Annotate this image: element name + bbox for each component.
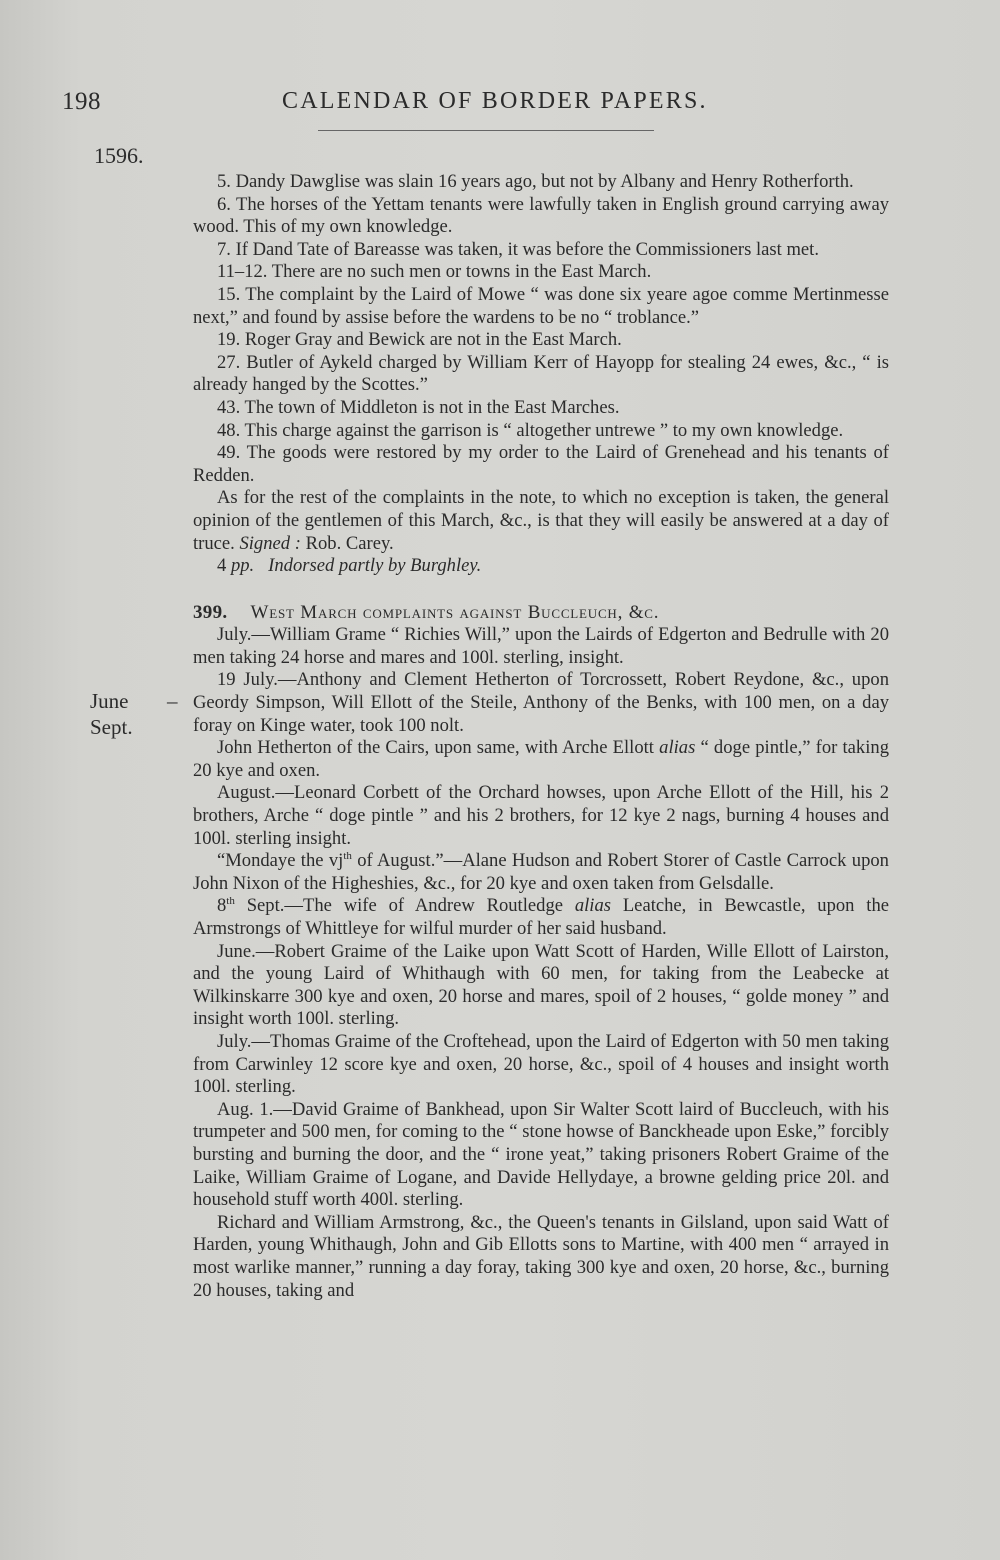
text-run: “Mondaye the vj bbox=[217, 850, 344, 872]
text-run: 8 bbox=[217, 895, 227, 917]
paragraph: 48. This charge against the garrison is “ altogether untrewe ” to my own knowledge. bbox=[217, 419, 844, 441]
margin-date-end: Sept. bbox=[90, 715, 133, 739]
closing-paragraph bbox=[193, 487, 889, 555]
margin-year: 1596. bbox=[94, 143, 144, 168]
text-run: “ doge pintle,” for taking 20 kye and oxen. bbox=[193, 737, 889, 781]
signatory: Rob. Carey. bbox=[305, 532, 394, 554]
closing-text: As for the rest of the complaints in the note, to which no exception is taken, the general opinion of the gentlemen of this March, &c., is that they will easily be answered at a day of truce. bbox=[193, 487, 889, 554]
margin-date-dash: – bbox=[167, 689, 178, 713]
endorsement: Indorsed partly by Burghley. bbox=[268, 555, 482, 577]
page-count: 4 bbox=[217, 555, 227, 577]
entry-heading bbox=[193, 602, 889, 625]
paragraph: 11–12. There are no such men or towns in the East March. bbox=[217, 261, 652, 283]
running-head bbox=[0, 88, 1000, 128]
paragraph: June.—Robert Graime of the Laike upon Watt Scott of Harden, Wille Ellott of Lairston, and the young Laird of Whithaugh with 60 men, for taking from the Leabecke at Wilkinskarre 300 kye and oxen, 20 horse and mares, spoil of 2 houses, “ golde money ” and insight worth 100l. sterling. bbox=[193, 940, 889, 1030]
paragraph: 19 July.—Anthony and Clement Hetherton of Torcrossett, Robert Reydone, &c., upon Geordy Simpson, Will Ellott of the Steile, Anthony of the Benks, with 100 men, on a day foray on Kinge water, took 100 nolt. bbox=[193, 669, 889, 736]
text-run: Leatche, in Bewcastle, upon the Armstrongs of Whittleye for wilful murder of her said husband. bbox=[193, 895, 890, 939]
paragraph: 7. If Dand Tate of Bareasse was taken, it was before the Commissioners last met. bbox=[217, 238, 819, 260]
paragraph: Richard and William Armstrong, &c., the Queen's tenants in Gilsland, upon said Watt of Harden, young Whithaugh, John and Gib Ellotts sons to Martine, with 400 men “ arrayed in most warlike manner,” running a day foray, taking 300 kye and oxen, 20 horse, &c., burning 20 houses, taking and bbox=[193, 1211, 889, 1301]
paragraph: 43. The town of Middleton is not in the East Marches. bbox=[217, 396, 620, 418]
paragraph: 19. Roger Gray and Bewick are not in the East March. bbox=[217, 329, 622, 351]
signed-label: Signed : bbox=[239, 532, 301, 554]
paragraph: 49. The goods were restored by my order to the Laird of Grenehead and his tenants of Redden. bbox=[193, 442, 889, 486]
paragraph: August.—Leonard Corbett of the Orchard howses, upon Arche Ellott of the Hill, his 2 brothers, Arche “ doge pintle ” and his 2 brothers, for 12 kye 2 nags, burning 4 houses and 100l. sterling insight. bbox=[193, 782, 889, 849]
main-text bbox=[193, 171, 889, 1302]
paragraph: 15. The complaint by the Laird of Mowe “ was done six yeare agoe comme Mertinmesse next,” and found by assise before the wardens to be no “ troblance.” bbox=[193, 283, 889, 328]
running-title: CALENDAR OF BORDER PAPERS. bbox=[282, 88, 708, 114]
paragraph: 6. The horses of the Yettam tenants were lawfully taken in English ground carrying away wood. This of my own knowledge. bbox=[193, 193, 889, 238]
endorsement-note bbox=[193, 555, 889, 578]
margin-date-start: June bbox=[90, 689, 129, 713]
page-count-unit: pp. bbox=[230, 555, 255, 577]
page-number: 198 bbox=[62, 88, 101, 115]
paragraph bbox=[193, 895, 889, 940]
paragraph: Aug. 1.—David Graime of Bankhead, upon Sir Walter Scott laird of Buccleuch, with his trumpeter and 500 men, for coming to the “ stone howse of Banckheade upon Eske,” forcibly bursting and burning the door, and the “ irone yeat,” taking prisoners Robert Graime of the Laike, William Graime of Logane, and Davide Hellydaye, a browne gelding price 20l. and household stuff worth 400l. sterling. bbox=[193, 1098, 889, 1211]
paragraph: 27. Butler of Aykeld charged by William Kerr of Hayopp for stealing 24 ewes, &c., “ is already hanged by the Scottes.” bbox=[193, 351, 889, 396]
italic-alias: alias bbox=[574, 895, 611, 917]
paragraph: July.—Thomas Graime of the Croftehead, upon the Laird of Edgerton with 50 men taking from Carwinley 12 score kye and oxen, 20 horse, &c., spoil of 4 houses and insight worth 100l. sterling. bbox=[193, 1030, 889, 1098]
text-run: of August.”—Alane Hudson and Robert Storer of Castle Carrock upon John Nixon of the Higheshies, &c., for 20 kye and oxen taken from Gelsdalle. bbox=[193, 850, 889, 894]
superscript: th bbox=[343, 850, 352, 863]
text-run: Sept.—The wife of Andrew Routledge bbox=[246, 895, 563, 917]
entry-title: West March complaints against Buccleuch, &c. bbox=[250, 601, 660, 623]
italic-alias: alias bbox=[659, 737, 696, 759]
superscript: th bbox=[226, 895, 235, 908]
paragraph: 5. Dandy Dawglise was slain 16 years ago, but not by Albany and Henry Rotherforth. bbox=[217, 171, 854, 192]
paragraph bbox=[193, 850, 889, 895]
entry-number: 399. bbox=[193, 601, 228, 623]
paragraph bbox=[193, 737, 889, 782]
header-rule bbox=[318, 130, 654, 131]
text-run: John Hetherton of the Cairs, upon same, with Arche Ellott bbox=[217, 737, 654, 759]
paragraph: July.—William Grame “ Richies Will,” upon the Lairds of Edgerton and Bedrulle with 20 men taking 24 horse and mares and 100l. sterling, insight. bbox=[193, 624, 889, 668]
